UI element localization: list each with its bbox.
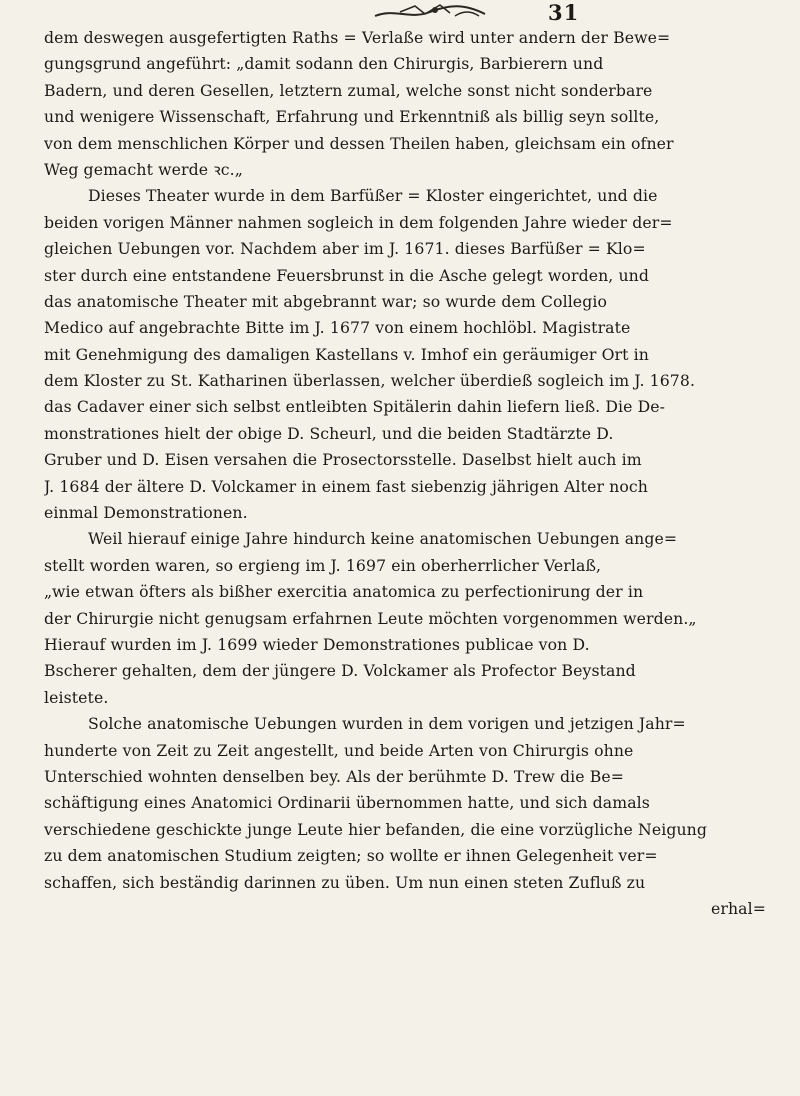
body-text <box>44 25 796 922</box>
text-line: hunderte von Zeit zu Zeit angestellt, und beide Arten von Chirurgis ohne <box>44 740 634 760</box>
text-line: schaffen, sich beständig darinnen zu üben. Um nun einen steten Zufluß zu <box>44 872 646 892</box>
text-line: mit Genehmigung des damaligen Kastellans v. Imhof ein geräumiger Ort in <box>44 344 649 364</box>
page-number: 31 <box>548 0 580 25</box>
text-line: Dieses Theater wurde in dem Barfüßer = Kloster eingerichtet, und die <box>88 186 658 206</box>
text-line: und wenigere Wissenschaft, Erfahrung und Erkenntniß als billig seyn sollte, <box>44 107 660 127</box>
text-line: J. 1684 der ältere D. Volckamer in einem fast siebenzig jährigen Alter noch <box>44 476 648 496</box>
text-line: das anatomische Theater mit abgebrannt war; so wurde dem Collegio <box>44 291 607 311</box>
text-line: Weg gemacht werde ꝛc.„ <box>44 159 243 179</box>
text-line: dem deswegen ausgefertigten Raths = Verlaße wird unter andern der Bewe= <box>44 28 671 47</box>
text-line: leistete. <box>44 687 109 707</box>
text-line: Solche anatomische Uebungen wurden in dem vorigen und jetzigen Jahr= <box>88 714 686 734</box>
text-line: schäftigung eines Anatomici Ordinarii übernommen hatte, und sich damals <box>44 793 650 813</box>
catchword: erhal= <box>710 898 766 918</box>
text-line: dem Kloster zu St. Katharinen überlassen, welcher überdieß sogleich im J. 1678. <box>44 371 696 391</box>
text-line: Hierauf wurden im J. 1699 wieder Demonstrationes publicae von D. <box>44 634 590 654</box>
text-line: gungsgrund angeführt: „damit sodann den Chirurgis, Barbierern und <box>44 54 604 74</box>
header-ornament <box>355 0 515 22</box>
text-line: gleichen Uebungen vor. Nachdem aber im J. 1671. dieses Barfüßer = Klo= <box>44 239 646 259</box>
text-line: „wie etwan öfters als bißher exercitia anatomica zu perfectionirung der in <box>44 582 644 602</box>
text-line: verschiedene geschickte junge Leute hier befanden, die eine vorzügliche Neigung <box>44 819 708 839</box>
text-line: Unterschied wohnten denselben bey. Als der berühmte D. Trew die Be= <box>44 766 625 786</box>
text-line: Medico auf angebrachte Bitte im J. 1677 von einem hochlöbl. Magistrate <box>44 318 631 338</box>
text-line: stellt worden waren, so ergieng im J. 1697 ein oberherrlicher Verlaß, <box>44 555 602 575</box>
text-line: das Cadaver einer sich selbst entleibten Spitälerin dahin liefern ließ. Die De- <box>44 397 666 417</box>
text-line: Weil hierauf einige Jahre hindurch keine anatomischen Uebungen ange= <box>88 529 678 549</box>
text-line: zu dem anatomischen Studium zeigten; so wollte er ihnen Gelegenheit ver= <box>44 846 658 866</box>
text-line: einmal Demonstrationen. <box>44 503 248 523</box>
text-line: Gruber und D. Eisen versahen die Prosectorsstelle. Daselbst hielt auch im <box>44 450 642 470</box>
text-line: der Chirurgie nicht genugsam erfahrnen Leute möchten vorgenommen werden.„ <box>44 608 697 628</box>
text-line: Bscherer gehalten, dem der jüngere D. Volckamer als Profector Beystand <box>44 661 636 681</box>
text-line: ster durch eine entstandene Feuersbrunst in die Asche gelegt worden, und <box>44 265 650 285</box>
text-line: Badern, und deren Gesellen, letztern zumal, welche sonst nicht sonderbare <box>44 80 653 100</box>
text-line: beiden vorigen Männer nahmen sogleich in dem folgenden Jahre wieder der= <box>44 212 673 232</box>
text-line: von dem menschlichen Körper und dessen Theilen haben, gleichsam ein ofner <box>44 133 674 153</box>
text-line: monstrationes hielt der obige D. Scheurl, und die beiden Stadtärzte D. <box>44 423 614 443</box>
